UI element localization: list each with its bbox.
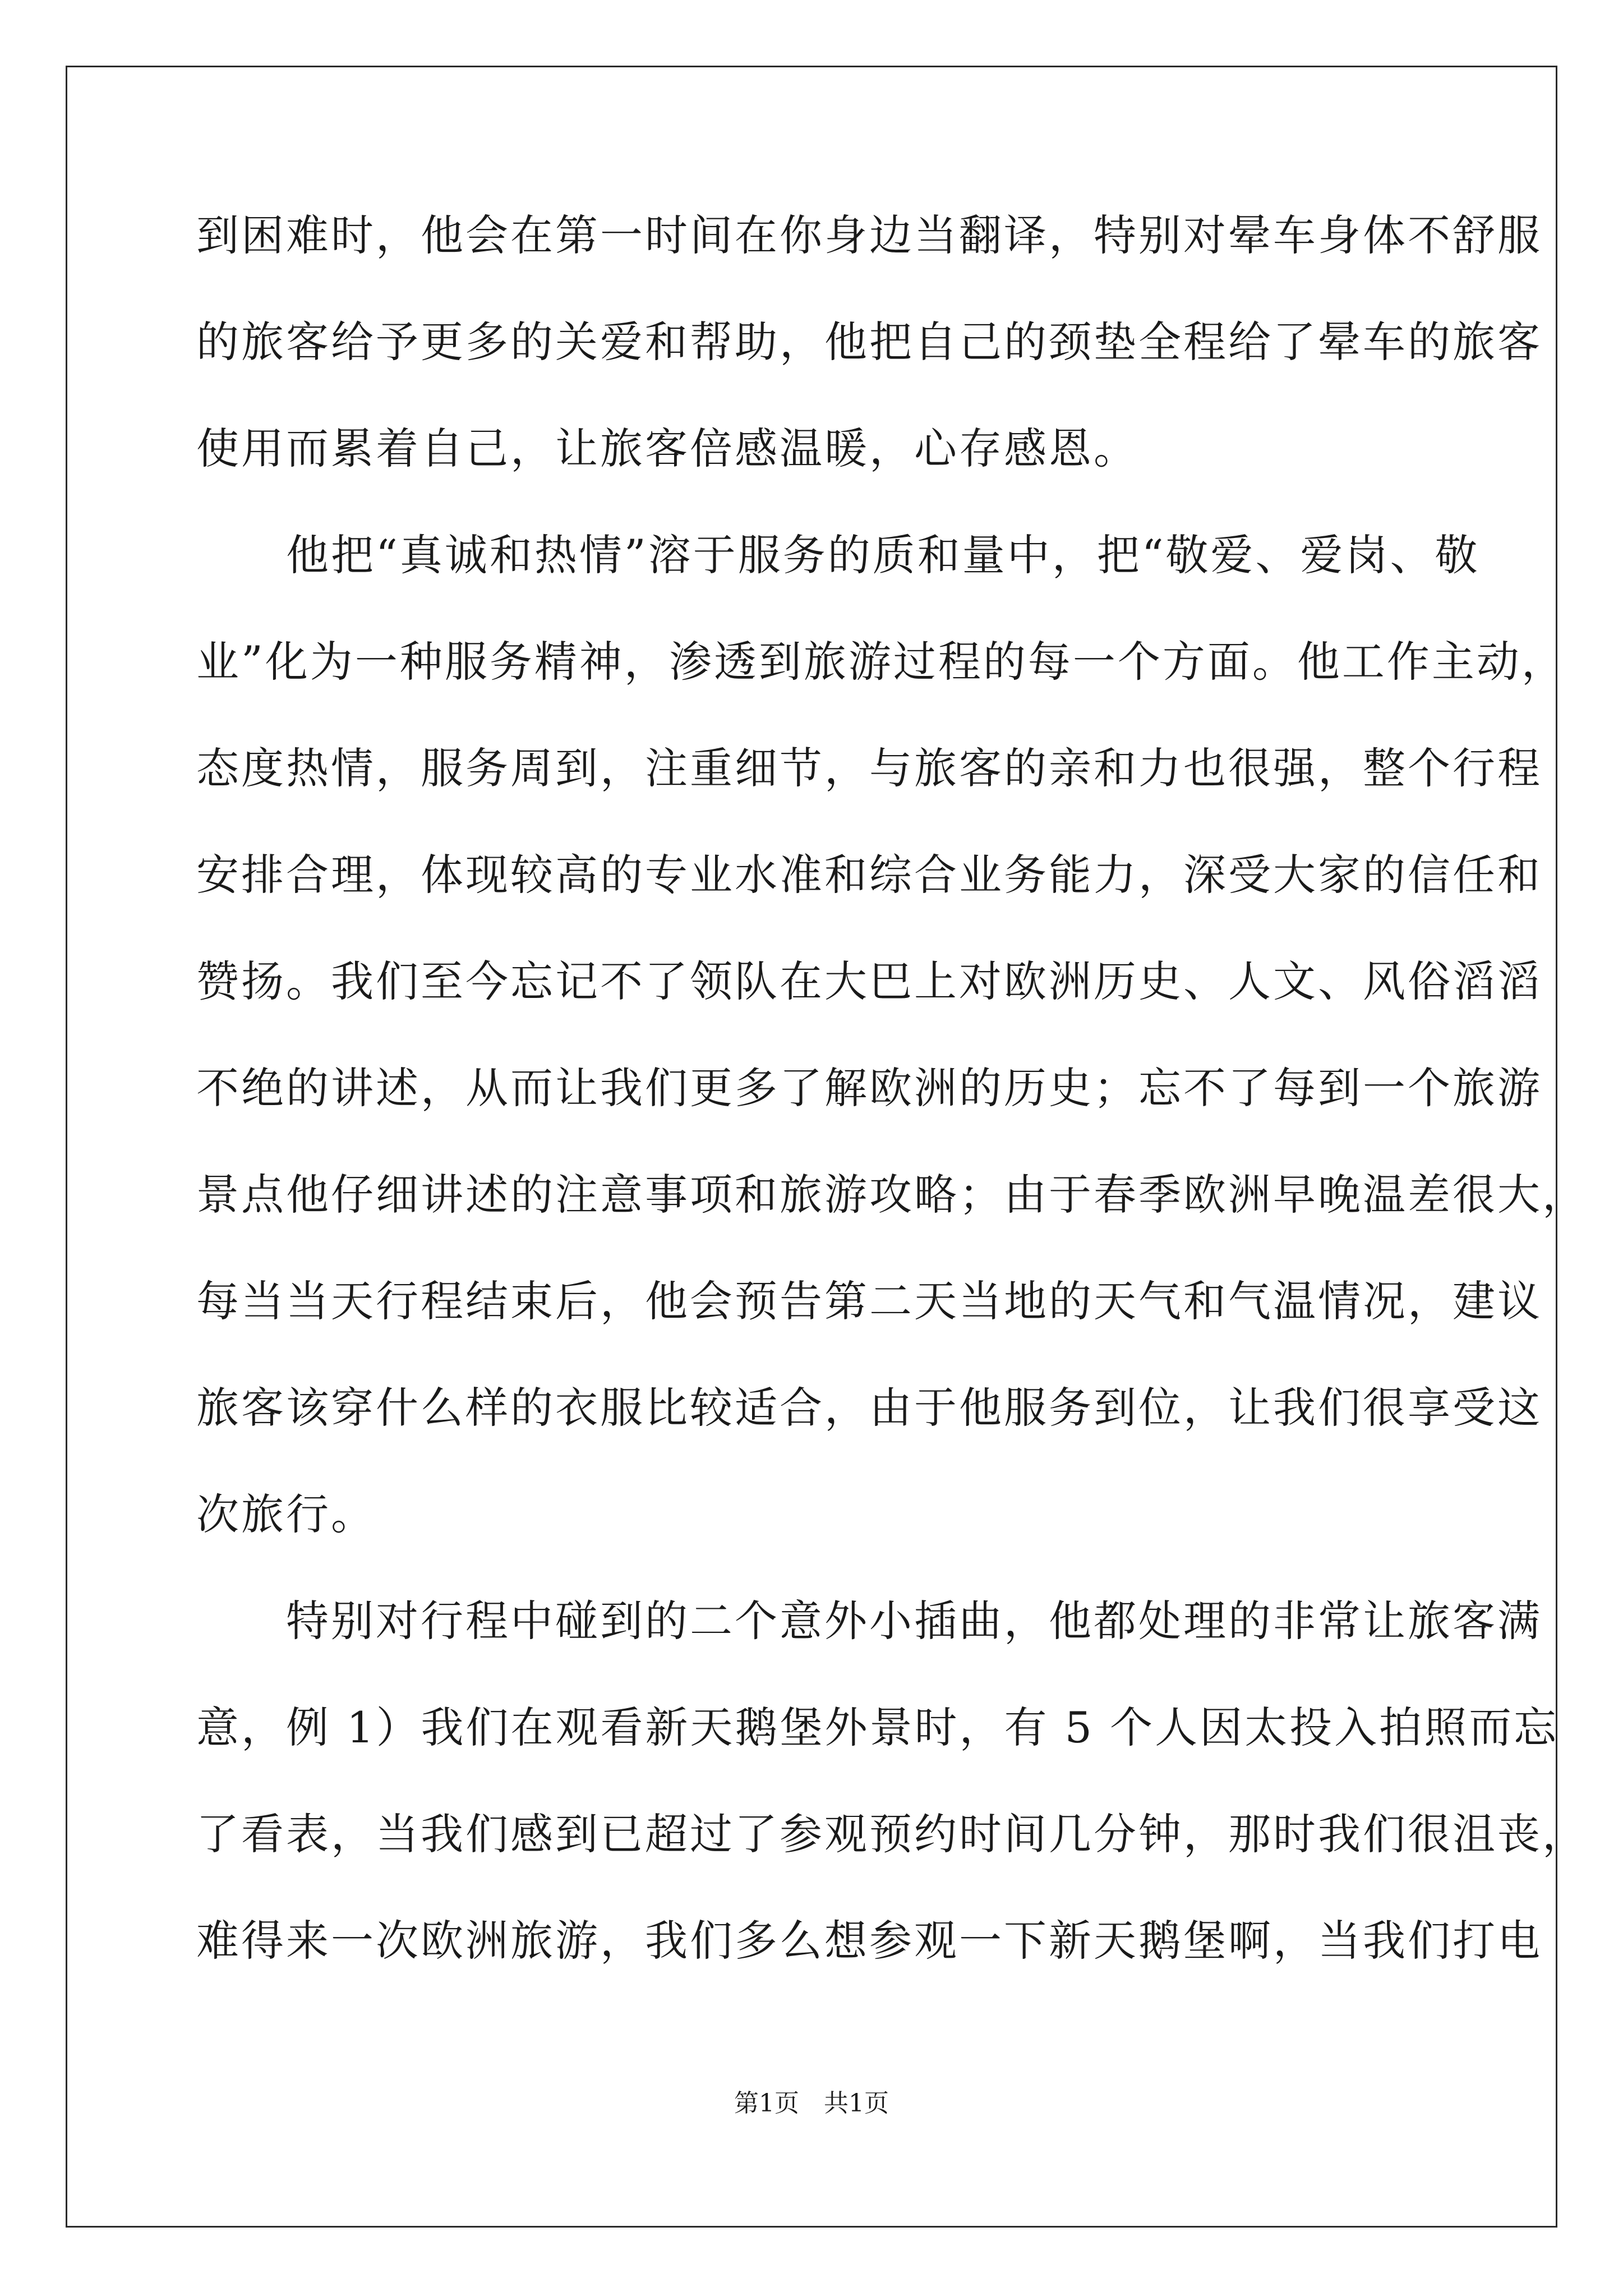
text-line: 到困难时，他会在第一时间在你身边当翻译，特别对晕车身体不舒服 xyxy=(196,210,1542,260)
text-line: 使用而累着自己，让旅客倍感温暖，心存感恩。 xyxy=(196,424,1138,473)
page-number-footer: 第1页 共1页 xyxy=(734,2089,889,2118)
text-line: 安排合理，体现较高的专业水准和综合业务能力，深受大家的信任和 xyxy=(196,850,1542,900)
text-line: 业”化为一种服务精神，渗透到旅游过程的每一个方面。他工作主动， xyxy=(196,637,1566,687)
page-border xyxy=(66,66,1587,2228)
text-line: 难得来一次欧洲旅游，我们多么想参观一下新天鹅堡啊，当我们打电 xyxy=(196,1916,1542,1966)
text-line: 了看表，当我们感到已超过了参观预约时间几分钟，那时我们很沮丧， xyxy=(196,1809,1587,1859)
text-line: 每当当天行程结束后，他会预告第二天当地的天气和气温情况，建议 xyxy=(196,1276,1542,1326)
text-line: 旅客该穿什么样的衣服比较适合，由于他服务到位，让我们很享受这 xyxy=(196,1383,1542,1433)
text-line: 意，例 1）我们在观看新天鹅堡外景时，有 5 个人因太投入拍照而忘 xyxy=(196,1703,1559,1752)
text-line: 次旅行。 xyxy=(196,1489,376,1539)
text-line: 赞扬。我们至今忘记不了领队在大巴上对欧洲历史、人文、风俗滔滔 xyxy=(196,956,1542,1006)
text-line: 不绝的讲述，从而让我们更多了解欧洲的历史；忘不了每到一个旅游 xyxy=(196,1063,1542,1113)
text-line: 态度热情，服务周到，注重细节，与旅客的亲和力也很强，整个行程 xyxy=(196,743,1542,793)
text-line: 的旅客给予更多的关爱和帮助，他把自己的颈垫全程给了晕车的旅客 xyxy=(196,317,1542,367)
text-line: 他把“真诚和热情”溶于服务的质和量中，把“敬爱、爱岗、敬 xyxy=(196,530,1480,580)
text-line: 特别对行程中碰到的二个意外小插曲，他都处理的非常让旅客满 xyxy=(196,1596,1542,1646)
text-line: 景点他仔细讲述的注意事项和旅游攻略；由于春季欧洲早晚温差很大， xyxy=(196,1170,1587,1220)
